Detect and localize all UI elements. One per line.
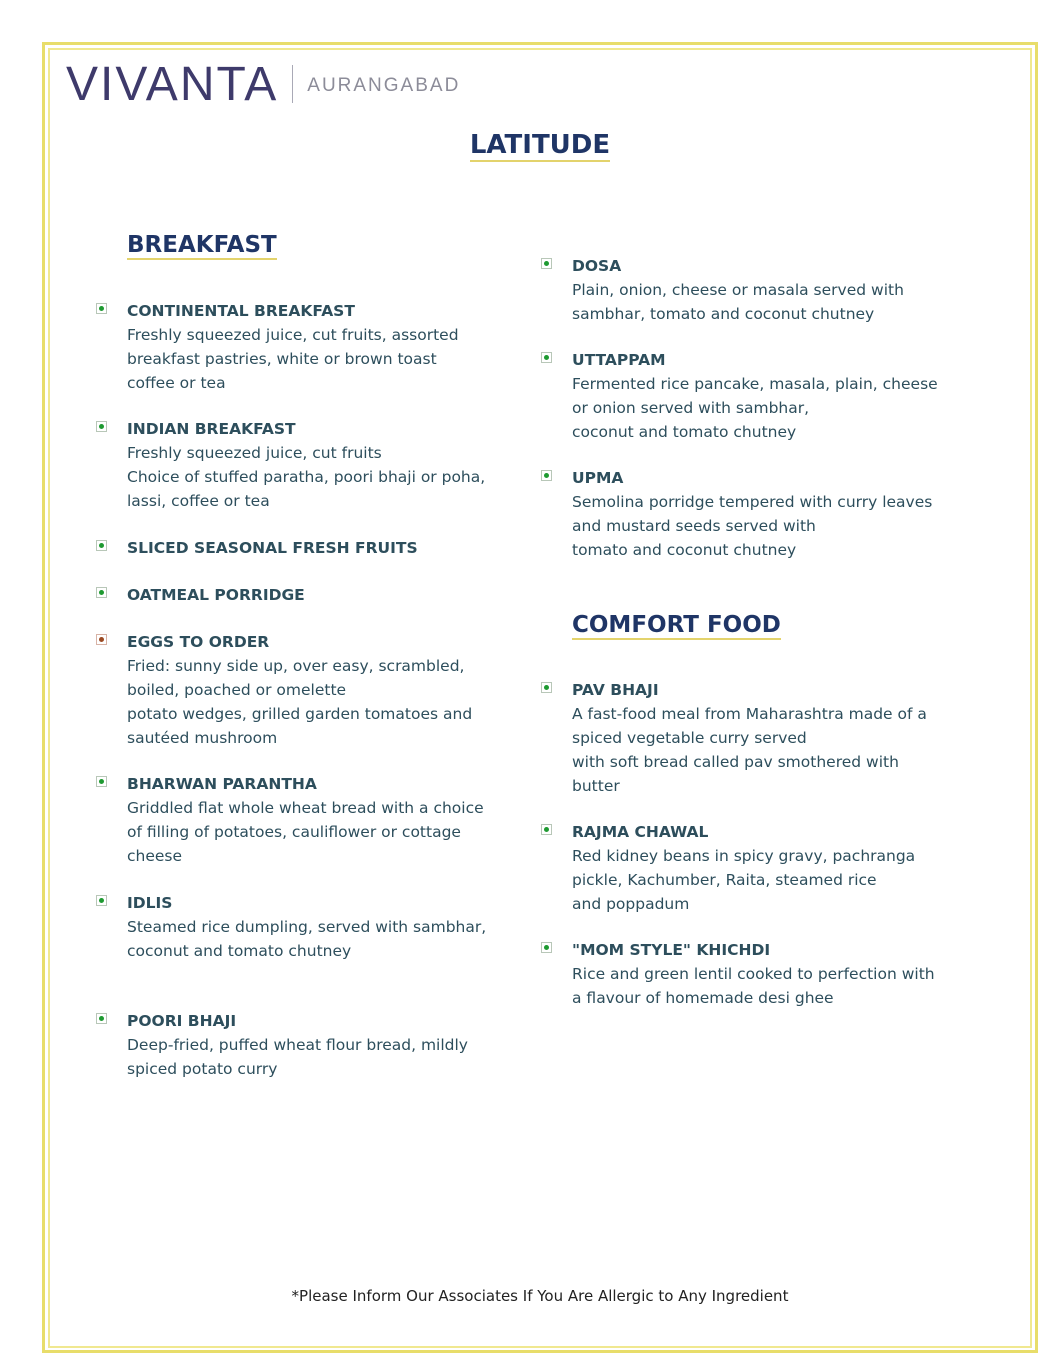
menu-item-name: RAJMA CHAWAL bbox=[572, 823, 709, 841]
menu-item-name: POORI BHAJI bbox=[127, 1012, 237, 1030]
menu-item bbox=[127, 417, 485, 513]
non-veg-icon bbox=[96, 634, 107, 645]
menu-item bbox=[127, 536, 418, 560]
veg-icon bbox=[96, 895, 107, 906]
menu-item-description: Semolina porridge tempered with curry leaves and mustard seeds served with tomato and coconut chutney bbox=[572, 493, 933, 559]
menu-item-name: DOSA bbox=[572, 257, 622, 275]
menu-item-name: INDIAN BREAKFAST bbox=[127, 420, 296, 438]
menu-item-name: CONTINENTAL BREAKFAST bbox=[127, 302, 355, 320]
menu-item-name: OATMEAL PORRIDGE bbox=[127, 586, 305, 604]
veg-icon bbox=[541, 352, 552, 363]
menu-item bbox=[572, 820, 915, 916]
restaurant-title-wrap bbox=[0, 130, 1060, 160]
menu-item bbox=[127, 1009, 468, 1081]
allergy-footnote: *Please Inform Our Associates If You Are Allergic to Any Ingredient bbox=[291, 1287, 789, 1305]
veg-icon bbox=[96, 303, 107, 314]
menu-item-name: SLICED SEASONAL FRESH FRUITS bbox=[127, 539, 418, 557]
menu-item-name: BHARWAN PARANTHA bbox=[127, 775, 317, 793]
section-title-breakfast-text: BREAKFAST bbox=[127, 232, 277, 258]
menu-item-description: Steamed rice dumpling, served with sambhar, coconut and tomato chutney bbox=[127, 918, 487, 960]
menu-item-description: Plain, onion, cheese or masala served with sambhar, tomato and coconut chutney bbox=[572, 281, 904, 323]
menu-item-description: Rice and green lentil cooked to perfection with a flavour of homemade desi ghee bbox=[572, 965, 935, 1007]
menu-item-name: PAV BHAJI bbox=[572, 681, 659, 699]
menu-item-description: Fermented rice pancake, masala, plain, cheese or onion served with sambhar, coconut and tomato chutney bbox=[572, 375, 938, 441]
veg-icon bbox=[96, 776, 107, 787]
menu-item bbox=[572, 678, 927, 798]
menu-item bbox=[127, 299, 459, 395]
logo-divider bbox=[292, 65, 293, 103]
menu-item-description: Fried: sunny side up, over easy, scrambled, boiled, poached or omelette potato wedges, grilled garden tomatoes and sautéed mushroom bbox=[127, 657, 473, 747]
veg-icon bbox=[541, 258, 552, 269]
menu-item-description: Deep-fried, puffed wheat flour bread, mildly spiced potato curry bbox=[127, 1036, 468, 1078]
menu-item bbox=[572, 348, 938, 444]
menu-item bbox=[572, 466, 932, 562]
brand-name: VIVANTA bbox=[66, 57, 279, 111]
brand-logo bbox=[66, 58, 460, 110]
menu-item-description: A fast-food meal from Maharashtra made of a spiced vegetable curry served with soft bread called pav smothered with butter bbox=[572, 705, 927, 795]
veg-icon bbox=[541, 942, 552, 953]
menu-item bbox=[127, 630, 472, 750]
menu-item-description: Griddled flat whole wheat bread with a choice of filling of potatoes, cauliflower or cottage cheese bbox=[127, 799, 484, 865]
menu-item-name: EGGS TO ORDER bbox=[127, 633, 270, 651]
section-title-comfort-food bbox=[572, 612, 781, 638]
veg-icon bbox=[541, 470, 552, 481]
menu-item-name: UPMA bbox=[572, 469, 624, 487]
menu-item bbox=[127, 583, 305, 607]
veg-icon bbox=[541, 824, 552, 835]
veg-icon bbox=[96, 421, 107, 432]
menu-item bbox=[127, 891, 486, 963]
menu-item-name: "MOM STYLE" KHICHDI bbox=[572, 941, 771, 959]
veg-icon bbox=[96, 587, 107, 598]
menu-item-name: IDLIS bbox=[127, 894, 173, 912]
menu-item-name: UTTAPPAM bbox=[572, 351, 666, 369]
menu-item-description: Freshly squeezed juice, cut fruits Choice of stuffed paratha, poori bhaji or poha, lassi, coffee or tea bbox=[127, 444, 486, 510]
menu-item bbox=[572, 938, 935, 1010]
section-title-breakfast bbox=[127, 232, 277, 258]
menu-item-description: Red kidney beans in spicy gravy, pachranga pickle, Kachumber, Raita, steamed rice and poppadum bbox=[572, 847, 916, 913]
veg-icon bbox=[96, 540, 107, 551]
brand-location: AURANGABAD bbox=[307, 75, 461, 96]
menu-item-description: Freshly squeezed juice, cut fruits, assorted breakfast pastries, white or brown toast coffee or tea bbox=[127, 326, 459, 392]
menu-item bbox=[572, 254, 904, 326]
veg-icon bbox=[541, 682, 552, 693]
restaurant-title: LATITUDE bbox=[469, 130, 611, 160]
section-title-comfort-food-text: COMFORT FOOD bbox=[572, 612, 781, 638]
menu-item bbox=[127, 772, 484, 868]
veg-icon bbox=[96, 1013, 107, 1024]
